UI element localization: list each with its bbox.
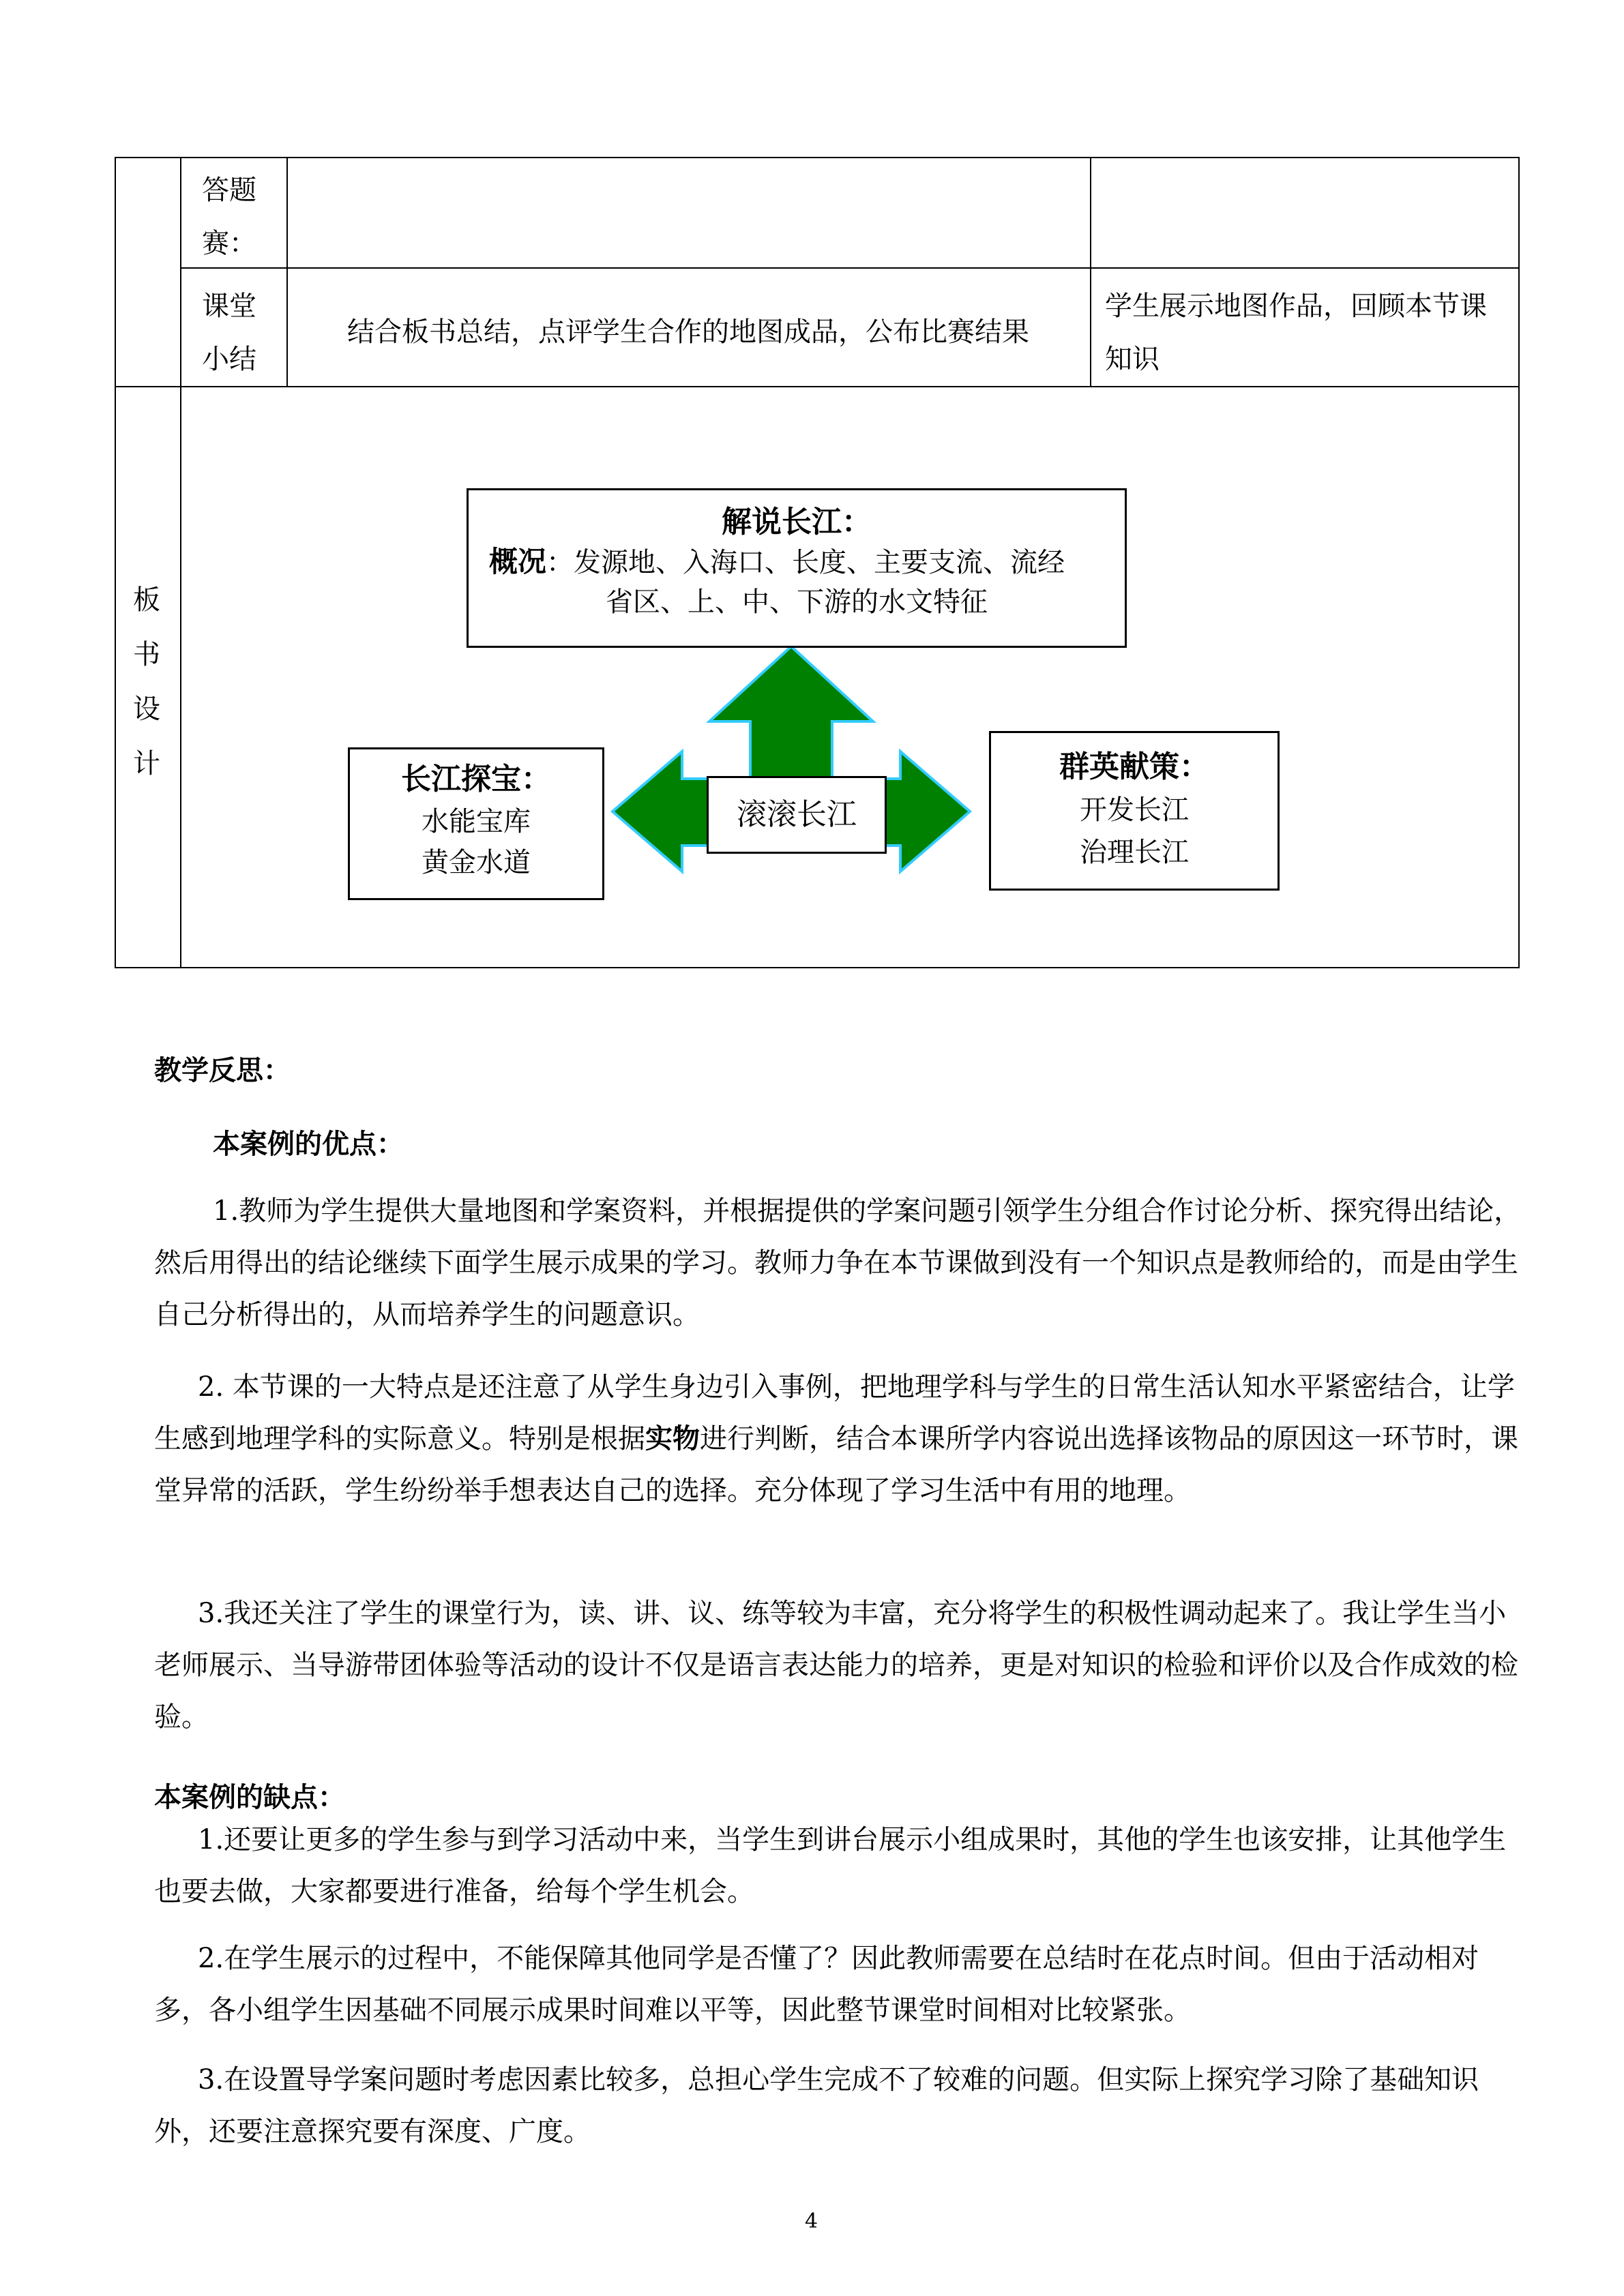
board-label-char: 计 bbox=[133, 748, 160, 779]
overview-text: ：发源地、入海口、长度、主要支流、流经 bbox=[546, 547, 1065, 578]
board-design-label bbox=[130, 573, 164, 791]
yangtze-treasure-title: 长江探宝： bbox=[401, 762, 551, 796]
cons-heading: 本案例的缺点： bbox=[154, 1782, 345, 1813]
advice-box bbox=[989, 731, 1280, 891]
page-number: 4 bbox=[805, 2209, 818, 2233]
row-label-line: 小结 bbox=[202, 344, 256, 375]
summary-teacher-activity: 结合板书总结，点评学生合作的地图成品，公布比赛结果 bbox=[347, 316, 1029, 348]
table-border-top bbox=[115, 157, 1520, 158]
pros-item-2-bold: 实物 bbox=[645, 1423, 700, 1455]
table-row-divider-board bbox=[115, 386, 1520, 387]
yangtze-treasure-box bbox=[348, 747, 604, 900]
cons-item-2: 2.在学生展示的过程中，不能保障其他同学是否懂了？因此教师需要在总结时在花点时间。但由于活动相对多，各小组学生因基础不同展示成果时间难以平等，因此整节课堂时间相对比较紧张。 bbox=[154, 1943, 1479, 2026]
board-label-char: 书 bbox=[133, 639, 160, 670]
advice-item: 治理长江 bbox=[1080, 837, 1189, 868]
treasure-item: 水能宝库 bbox=[422, 806, 531, 837]
pros-item-2-text: 2. 本节课的一大特点是还注意了从学生身边引入事例，把地理学科与学生的日常生活认知水平紧密结合，让学生感到地理学科的实际意义。特别是根据 bbox=[154, 1371, 1515, 1455]
pros-item-2-text-end: 进行判断，结合本课所学内容说出选择该物品的原因这一环节时，课堂异常的活跃，学生纷纷举手想表达自己的选择。充分体现了学习生活中有用的地理。 bbox=[154, 1423, 1518, 1506]
rolling-yangtze-label bbox=[707, 776, 887, 854]
table-border-col3 bbox=[1090, 157, 1091, 387]
board-label-char: 板 bbox=[133, 584, 160, 616]
row-label-line: 答题 bbox=[202, 175, 256, 206]
row-label-quiz bbox=[202, 164, 277, 270]
overview-line bbox=[469, 542, 1125, 582]
advice-item: 开发长江 bbox=[1080, 794, 1189, 826]
row-label-summary bbox=[202, 280, 277, 386]
reflection-heading: 教学反思： bbox=[154, 1055, 291, 1086]
table-border-bottom bbox=[115, 967, 1520, 968]
cons-item-3: 3.在设置导学案问题时考虑因素比较多，总担心学生完成不了较难的问题。但实际上探究学习除了基础知识外，还要注意探究要有深度、广度。 bbox=[154, 2064, 1479, 2147]
explain-yangtze-title: 解说长江： bbox=[722, 505, 872, 539]
arrow-graphic bbox=[600, 641, 982, 900]
board-label-char: 设 bbox=[133, 694, 160, 725]
table-border-left bbox=[115, 157, 116, 968]
rolling-yangtze-text: 滚滚长江 bbox=[737, 797, 857, 832]
pros-item-3: 3.我还关注了学生的课堂行为，读、讲、议、练等较为丰富，充分将学生的积极性调动起来了。我让学生当小老师展示、当导游带团体验等活动的设计不仅是语言表达能力的培养，更是对知识的检验和评价以及合作成效的检验。 bbox=[154, 1598, 1518, 1733]
table-row-divider bbox=[180, 267, 1520, 269]
cons-item-1: 1.还要让更多的学生参与到学习活动中来，当学生到讲台展示小组成果时，其他的学生也该安排，让其他学生也要去做，大家都要进行准备，给每个学生机会。 bbox=[154, 1824, 1507, 1907]
row-label-line: 课堂 bbox=[202, 290, 256, 322]
overview-label: 概况 bbox=[489, 545, 547, 578]
explain-yangtze-box bbox=[467, 488, 1127, 648]
overview-line-2: 省区、上、中、下游的水文特征 bbox=[606, 586, 988, 618]
arrow-up-icon bbox=[709, 646, 873, 777]
pros-heading: 本案例的优点： bbox=[213, 1129, 404, 1160]
advice-title: 群英献策： bbox=[1059, 749, 1209, 784]
summary-student-activity: 学生展示地图作品，回顾本节课知识 bbox=[1105, 290, 1487, 375]
table-border-right bbox=[1518, 157, 1520, 968]
treasure-item: 黄金水道 bbox=[422, 847, 531, 878]
row-label-line: 赛： bbox=[202, 228, 256, 259]
pros-item-1: 1.教师为学生提供大量地图和学案资料，并根据提供的学案问题引领学生分组合作讨论分析、探究得出结论，然后用得出的结论继续下面学生展示成果的学习。教师力争在本节课做到没有一个知识点是教师给的，而是由学生自己分析得出的，从而培养学生的问题意识。 bbox=[154, 1195, 1522, 1330]
pros-item-2 bbox=[154, 1361, 1532, 1517]
table-border-col1 bbox=[180, 157, 181, 968]
